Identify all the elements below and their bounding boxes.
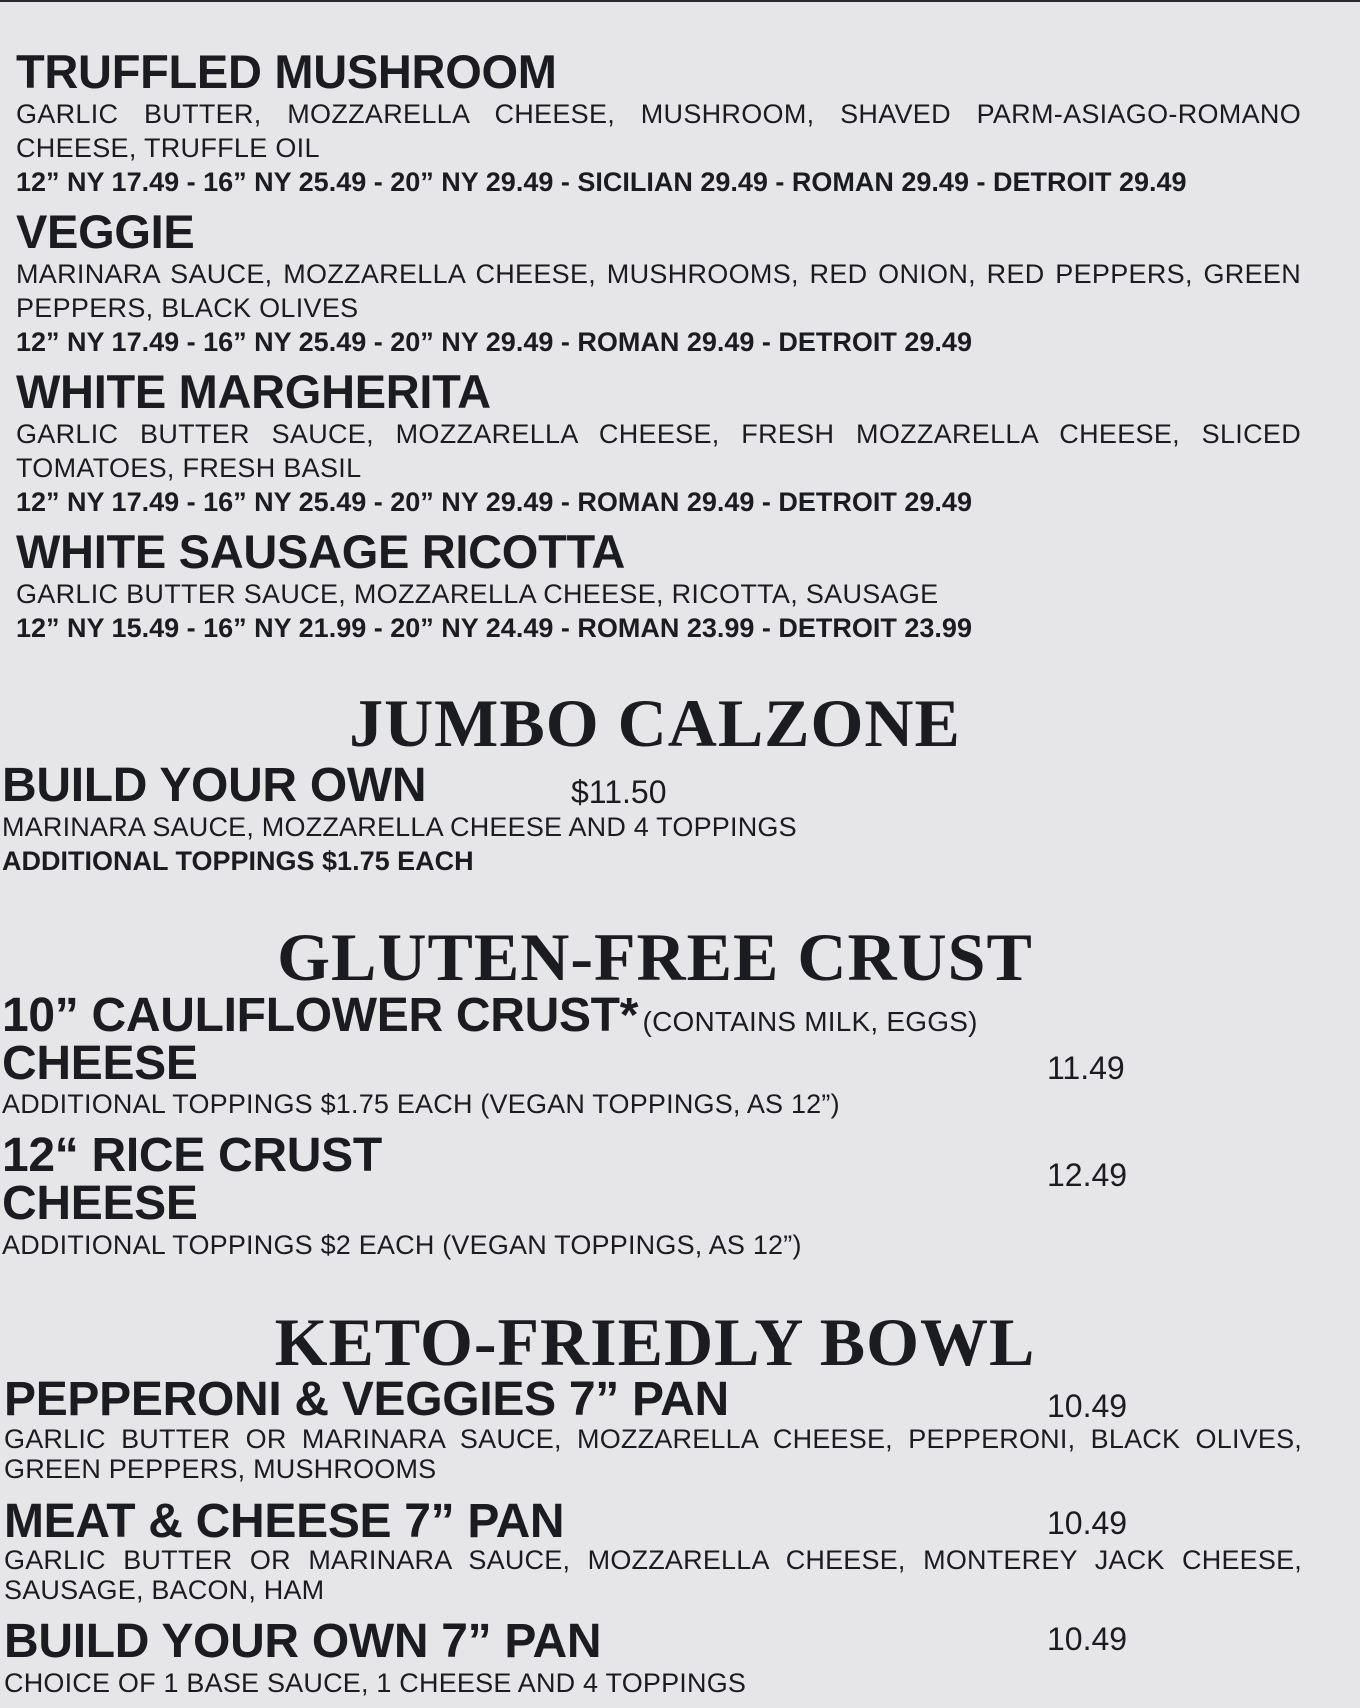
item-name: VEGGIE <box>16 205 195 258</box>
keto-item-name: BUILD YOUR OWN 7” PAN <box>4 1615 602 1668</box>
item-description: GARLIC BUTTER, MOZZARELLA CHEESE, MUSHROOM, SHAVED PARM-ASIAGO-ROMANO CHEESE, TRUFFLE OIL <box>16 99 1301 163</box>
item-prices: 12” NY 17.49 - 16” NY 25.49 - 20” NY 29.49 - ROMAN 29.49 - DETROIT 29.49 <box>16 327 972 357</box>
cauliflower-additional-toppings: ADDITIONAL TOPPINGS $1.75 EACH (VEGAN TOPPINGS, AS 12”) <box>2 1089 840 1119</box>
menu-item-veggie <box>16 207 1301 359</box>
cauliflower-allergen-note: (CONTAINS MILK, EGGS) <box>642 1006 978 1037</box>
keto-item-name: PEPPERONI & VEGGIES 7” PAN <box>4 1373 729 1426</box>
menu-item-white-margherita <box>16 367 1301 519</box>
keto-item-price: 10.49 <box>1047 1621 1128 1657</box>
menu-item-white-sausage-ricotta <box>16 527 1301 645</box>
top-border-line <box>0 0 1360 2</box>
keto-item-description: GARLIC BUTTER OR MARINARA SAUCE, MOZZARELLA CHEESE, MONTEREY JACK CHEESE, SAUSAGE, BACON, HAM <box>4 1545 1302 1605</box>
calzone-item-price: $11.50 <box>571 774 667 810</box>
cauliflower-cheese-price: 11.49 <box>1047 1050 1125 1086</box>
rice-crust-heading: 12“ RICE CRUST <box>2 1129 382 1182</box>
calzone-item-name: BUILD YOUR OWN <box>2 759 427 812</box>
keto-item-description: GARLIC BUTTER OR MARINARA SAUCE, MOZZARELLA CHEESE, PEPPERONI, BLACK OLIVES, GREEN PEPPERS, MUSHROOMS <box>4 1424 1302 1484</box>
cauliflower-cheese-item: CHEESE <box>2 1037 198 1090</box>
section-title-calzone: JUMBO CALZONE <box>349 685 961 761</box>
cauliflower-crust-heading: 10” CAULIFLOWER CRUST* <box>2 989 639 1042</box>
rice-cheese-item: CHEESE <box>2 1177 198 1230</box>
keto-item-name: MEAT & CHEESE 7” PAN <box>4 1495 565 1548</box>
keto-item-description: CHOICE OF 1 BASE SAUCE, 1 CHEESE AND 4 TOPPINGS <box>4 1668 747 1698</box>
item-prices: 12” NY 17.49 - 16” NY 25.49 - 20” NY 29.49 - ROMAN 29.49 - DETROIT 29.49 <box>16 487 972 517</box>
rice-additional-toppings: ADDITIONAL TOPPINGS $2 EACH (VEGAN TOPPINGS, AS 12”) <box>2 1230 802 1260</box>
keto-item-price: 10.49 <box>1047 1388 1128 1424</box>
item-name: TRUFFLED MUSHROOM <box>16 45 557 98</box>
section-title-gluten-free: GLUTEN-FREE CRUST <box>277 919 1033 995</box>
item-description: MARINARA SAUCE, MOZZARELLA CHEESE, MUSHROOMS, RED ONION, RED PEPPERS, GREEN PEPPERS, BLACK OLIVES <box>16 259 1301 323</box>
calzone-additional-toppings: ADDITIONAL TOPPINGS $1.75 EACH <box>2 846 474 876</box>
item-description: GARLIC BUTTER SAUCE, MOZZARELLA CHEESE, RICOTTA, SAUSAGE <box>16 579 939 609</box>
cauliflower-crust-heading-row <box>2 990 978 1042</box>
item-name: WHITE MARGHERITA <box>16 365 491 418</box>
menu-item-truffled-mushroom <box>16 47 1301 199</box>
item-description: GARLIC BUTTER SAUCE, MOZZARELLA CHEESE, FRESH MOZZARELLA CHEESE, SLICED TOMATOES, FRESH BASIL <box>16 419 1301 483</box>
rice-cheese-price: 12.49 <box>1047 1157 1128 1193</box>
item-name: WHITE SAUSAGE RICOTTA <box>16 525 626 578</box>
keto-item-price: 10.49 <box>1047 1505 1128 1541</box>
item-prices: 12” NY 17.49 - 16” NY 25.49 - 20” NY 29.49 - SICILIAN 29.49 - ROMAN 29.49 - DETROIT 29.49 <box>16 167 1187 197</box>
item-prices: 12” NY 15.49 - 16” NY 21.99 - 20” NY 24.49 - ROMAN 23.99 - DETROIT 23.99 <box>16 613 972 643</box>
calzone-description: MARINARA SAUCE, MOZZARELLA CHEESE AND 4 TOPPINGS <box>2 812 797 842</box>
section-title-keto: KETO-FRIEDLY BOWL <box>274 1304 1036 1380</box>
